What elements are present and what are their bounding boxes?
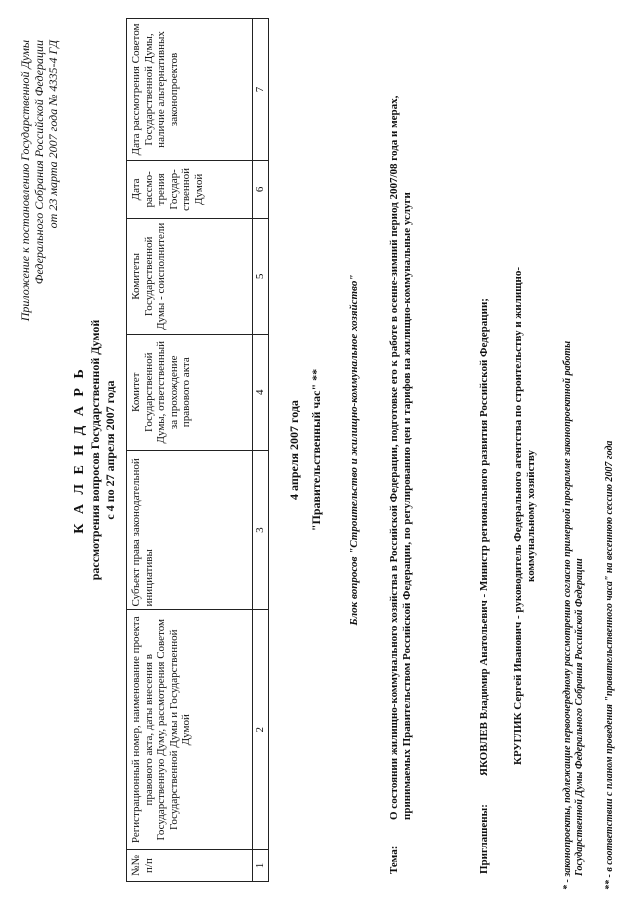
footnote-1-line-2: Государственной Думы Федерального Собрания Российской Федерации [574,558,585,876]
appendix-line: Приложение к постановлению Государственной Думы [18,40,32,322]
column-number: 2 [253,610,269,850]
government-hour-heading: "Правительственный час" ** [309,368,323,532]
topic [388,34,414,874]
calendar-table [126,18,269,882]
invited-label: Приглашены: [478,804,490,874]
header-cell: Регистрационный номер, наименование проекта правового акта, даты внесения в Государственную Думу, рассмотрения Советом Государственной Думы и Государственной Думой [127,610,253,850]
header-cell: Субъект права законодательной инициативы [127,450,253,610]
header-cell: №№ п/п [127,850,253,882]
header-cell: Комитет Государственной Думы, ответственный за прохождение правового акта [127,334,253,450]
invited-person-1: ЯКОВЛЕВ Владимир Анатольевич - Министр регионального развития Российской Федерации; [478,298,490,776]
column-number: 6 [253,160,269,218]
title-main: К А Л Е Н Д А Р Ь [72,366,87,534]
session-date: 4 апреля 2007 года [287,400,301,500]
appendix-line: Федерального Собрания Российской Федерации [32,40,46,285]
header-cell: Дата рассмотрения Советом Государственной Думы, наличие альтернативных законопроектов [127,19,253,161]
invited-person-2: КРУГЛИК Сергей Иванович - руководитель Федерального агентства по строительству и жилищно-коммунальному хозяйству [512,266,537,766]
column-number: 5 [253,218,269,334]
table-number-row [253,19,269,882]
topic-label: Тема: [388,845,400,874]
title-line-3: с 4 по 27 апреля 2007 года [103,380,117,520]
appendix-note [18,40,60,380]
column-number: 4 [253,334,269,450]
footnote-1-line-1: * - законопроекты, подлежащие первоочередному рассмотрению согласно примерной программе законопроектной работы [562,340,573,890]
header-cell: Дата рассмо-трения Государ-ственной Думой [127,160,253,218]
appendix-line: от 23 марта 2007 года № 4335-4 ГД [46,40,60,229]
column-number: 3 [253,450,269,610]
topic-text: О состоянии жилищно-коммунального хозяйства в Российской Федерации, подготовке его к работе в осенне-зимний период 2007/08 года и мерах, принимаемых Правительством Российской Федерации, по регулированию цен и тарифов на жилищно-коммунальные услуги [388,95,413,820]
document-title [72,0,118,900]
invited [478,34,490,874]
title-line-2: рассмотрения вопросов Государственной Думой [88,319,102,581]
footnote-1 [562,10,586,890]
column-number: 7 [253,19,269,161]
question-block-heading: Блок вопросов "Строительство и жилищно-коммунальное хозяйство" [348,274,360,626]
footnote-2: ** - в соответствии с планом проведения "правительственного часа" на весеннюю сессию 2007 года [604,440,615,890]
header-cell: Комитеты Государственной Думы - соисполнители [127,218,253,334]
column-number: 1 [253,850,269,882]
table-header-row [127,19,253,882]
